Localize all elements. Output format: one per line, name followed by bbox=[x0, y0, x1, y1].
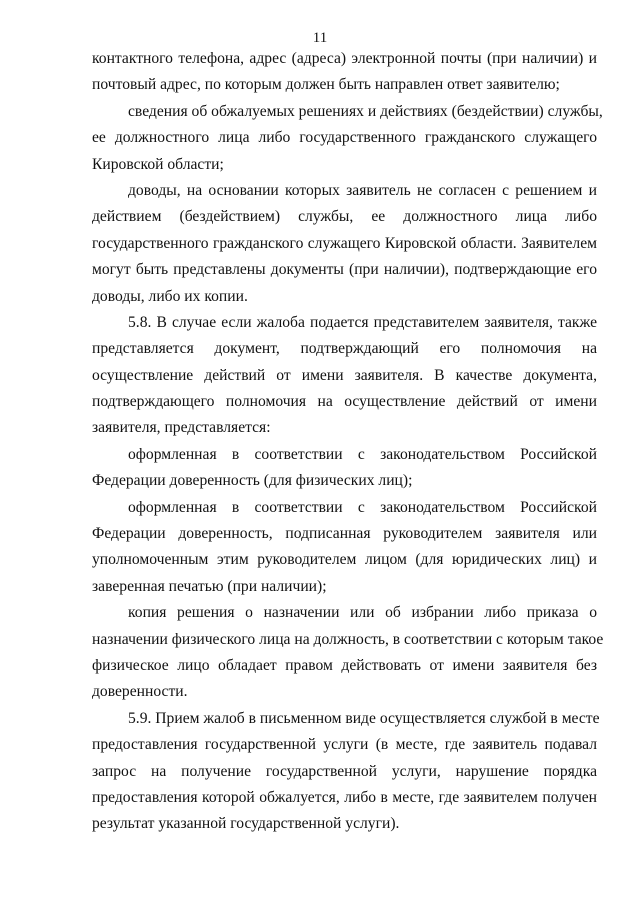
text-line: почтовый адрес, по которым должен быть направлен ответ заявителю; bbox=[92, 76, 560, 94]
text-line: могут быть представлены документы (при наличии), подтверждающие его bbox=[92, 261, 597, 279]
paragraph-5-8 bbox=[92, 310, 597, 442]
paragraph-contact-info bbox=[92, 46, 597, 99]
text-line: действием (бездействием) службы, ее должностного лица либо bbox=[92, 208, 597, 226]
text-line: доводы, либо их копии. bbox=[92, 287, 248, 305]
text-line: оформленная в соответствии с законодательством Российской bbox=[128, 445, 597, 463]
text-line: представляется документ, подтверждающий его полномочия на bbox=[92, 340, 597, 358]
text-line: контактного телефона, адрес (адреса) электронной почты (при наличии) и bbox=[92, 50, 597, 67]
text-line: уполномоченным этим руководителем лицом (для юридических лиц) и bbox=[92, 551, 597, 569]
text-line: оформленная в соответствии с законодательством Российской bbox=[128, 498, 597, 516]
paragraph-5-9 bbox=[92, 706, 600, 838]
paragraph-appointment-copy bbox=[92, 600, 604, 706]
text-line: результат указанной государственной услуги). bbox=[92, 815, 400, 833]
text-line: подтверждающего полномочия на осуществление действий от имени bbox=[92, 393, 597, 411]
text-line: 5.9. Прием жалоб в письменном виде осуществляется службой в месте bbox=[128, 709, 600, 727]
paragraph-arguments bbox=[92, 178, 597, 310]
page-number: 11 bbox=[312, 30, 328, 46]
text-line: предоставления которой обжалуется, либо в месте, где заявителем получен bbox=[92, 788, 597, 806]
paragraph-appealed-decisions bbox=[92, 99, 603, 178]
text-line: осуществление действий от имени заявителя. В качестве документа, bbox=[92, 366, 597, 384]
text-line: доводы, на основании которых заявитель не согласен с решением и bbox=[128, 181, 597, 199]
text-line: ее должностного лица либо государственного гражданского служащего bbox=[92, 129, 597, 147]
text-line: назначении физического лица на должность, в соответствии с которым такое bbox=[92, 630, 604, 648]
text-line: государственного гражданского служащего Кировской области. Заявителем bbox=[92, 234, 597, 252]
text-line: сведения об обжалуемых решениях и действиях (бездействии) службы, bbox=[128, 102, 603, 120]
text-line: 5.8. В случае если жалоба подается представителем заявителя, также bbox=[128, 313, 597, 331]
text-line: физическое лицо обладает правом действовать от имени заявителя без bbox=[92, 656, 597, 674]
text-line: Федерации доверенность (для физических лиц); bbox=[92, 472, 413, 490]
text-line: Кировской области; bbox=[92, 155, 224, 173]
paragraph-power-of-attorney-individuals bbox=[92, 442, 597, 495]
text-line: доверенности. bbox=[92, 683, 188, 701]
document-body bbox=[92, 46, 604, 838]
paragraph-power-of-attorney-legal-entities bbox=[92, 495, 597, 601]
text-line: предоставления государственной услуги (в месте, где заявитель подавал bbox=[92, 736, 597, 754]
text-line: запрос на получение государственной услуги, нарушение порядка bbox=[92, 762, 597, 780]
text-line: заявителя, представляется: bbox=[92, 419, 271, 437]
text-line: копия решения о назначении или об избрании либо приказа о bbox=[128, 604, 597, 622]
text-line: заверенная печатью (при наличии); bbox=[92, 577, 327, 595]
text-line: Федерации доверенность, подписанная руководителем заявителя или bbox=[92, 525, 597, 543]
